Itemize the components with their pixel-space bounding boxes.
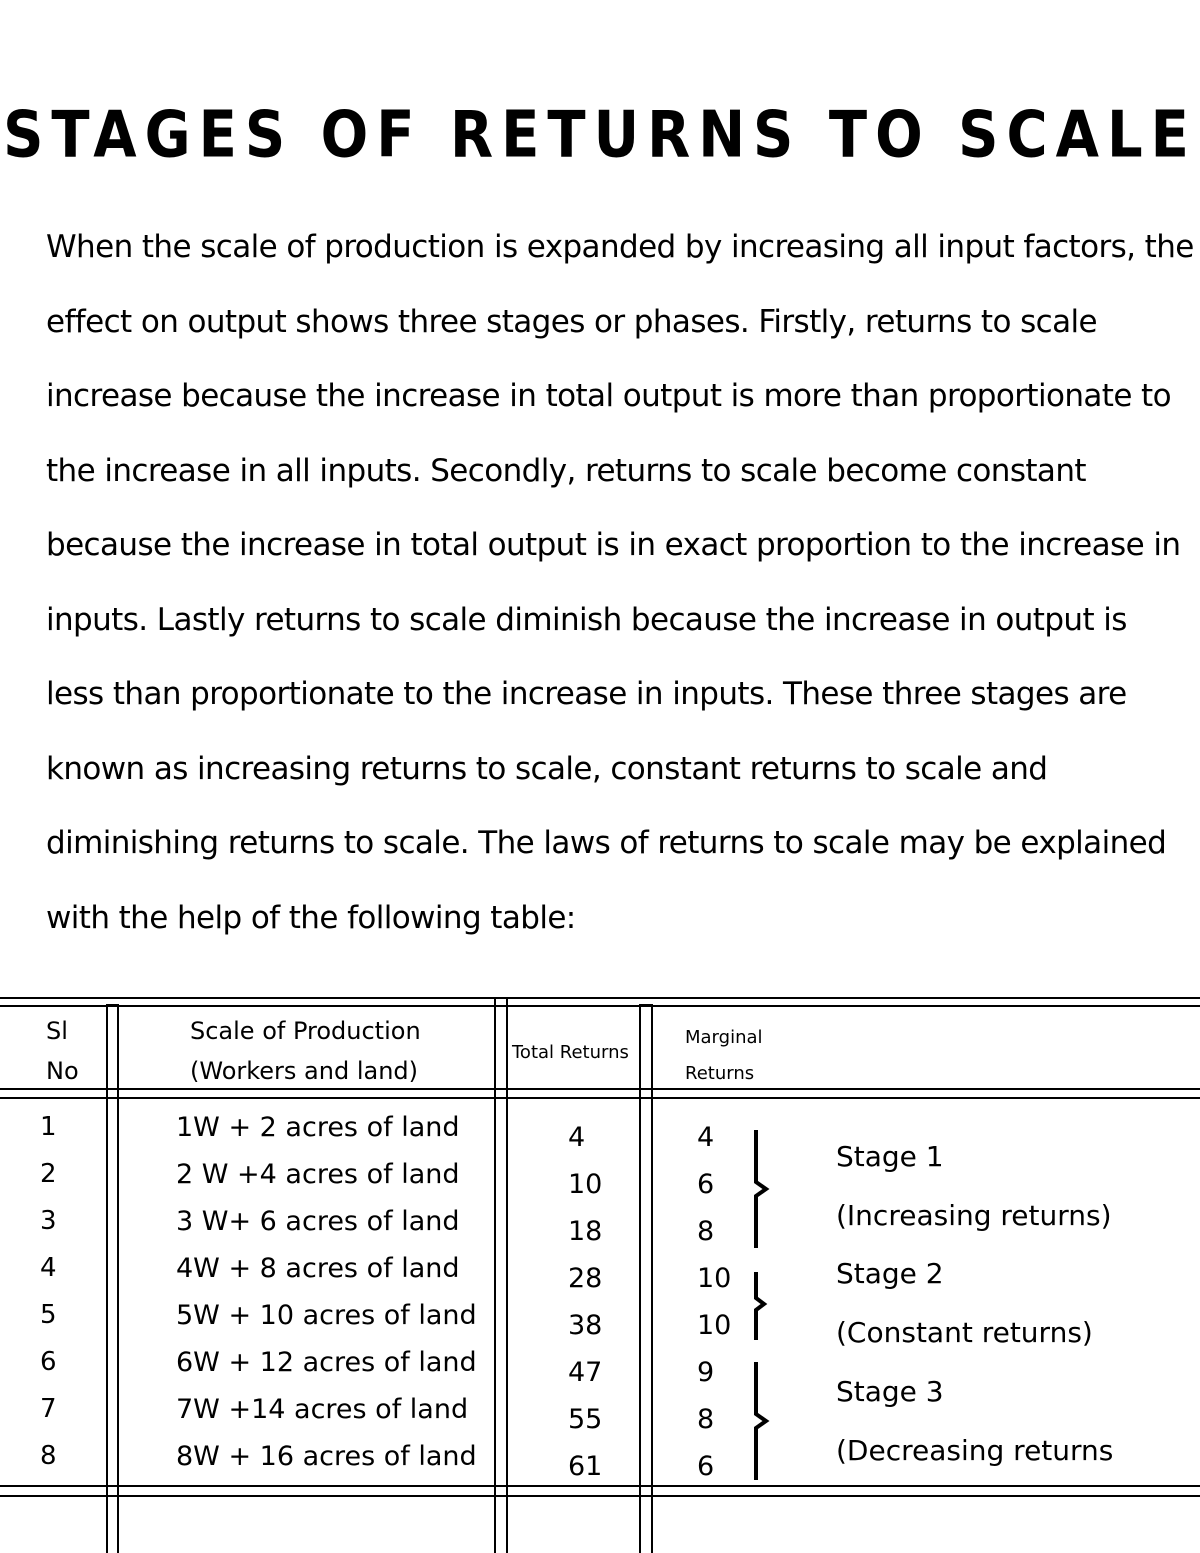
stage-3-name: Stage 3 — [836, 1375, 944, 1408]
column-divider — [117, 1004, 119, 1553]
column-divider — [107, 1004, 119, 1006]
column-divider — [639, 1004, 641, 1553]
row-marginal: 8 — [697, 1404, 715, 1435]
row-total: 10 — [568, 1169, 603, 1200]
stage-3-brace-icon — [748, 1360, 772, 1482]
row-scale: 8W + 16 acres of land — [176, 1441, 477, 1472]
table-header-divider — [0, 1097, 1200, 1099]
row-scale: 3 W+ 6 acres of land — [176, 1206, 460, 1237]
row-marginal: 8 — [697, 1216, 715, 1247]
header-scale: Scale of Production (Workers and land) — [190, 1017, 421, 1085]
row-total: 55 — [568, 1404, 603, 1435]
row-marginal: 6 — [697, 1169, 715, 1200]
page-title: STAGES OF RETURNS TO SCALE — [3, 98, 1197, 173]
column-divider — [106, 1004, 108, 1553]
row-sl: 8 — [40, 1441, 57, 1471]
row-sl: 3 — [40, 1206, 57, 1236]
column-divider — [651, 1004, 653, 1553]
row-marginal: 4 — [697, 1122, 715, 1153]
row-marginal: 10 — [697, 1263, 732, 1294]
paragraph-line: diminishing returns to scale. The laws of returns to scale may be explained — [46, 825, 1167, 861]
row-total: 61 — [568, 1451, 603, 1482]
table-border-top — [0, 997, 1200, 999]
paragraph-line: the increase in all inputs. Secondly, returns to scale become constant — [46, 452, 1086, 489]
column-divider — [494, 998, 496, 1553]
header-marginal: Marginal Returns — [685, 1027, 763, 1084]
paragraph-line: with the help of the following table: — [46, 899, 576, 936]
row-total: 38 — [568, 1310, 603, 1341]
row-sl: 2 — [40, 1159, 57, 1189]
row-scale: 7W +14 acres of land — [176, 1394, 469, 1425]
row-scale: 5W + 10 acres of land — [176, 1300, 477, 1331]
row-sl: 4 — [40, 1253, 57, 1283]
row-marginal: 10 — [697, 1310, 732, 1341]
row-sl: 1 — [40, 1112, 57, 1142]
row-scale: 4W + 8 acres of land — [176, 1253, 460, 1284]
row-total: 18 — [568, 1216, 603, 1247]
row-marginal: 9 — [697, 1357, 715, 1388]
stage-3-desc: (Decreasing returns — [836, 1434, 1114, 1467]
table-body-divider — [0, 1485, 1200, 1487]
column-divider — [640, 1004, 652, 1006]
row-scale: 1W + 2 acres of land — [176, 1112, 460, 1143]
header-sl: Sl No — [46, 1017, 79, 1085]
stage-1-name: Stage 1 — [836, 1140, 944, 1173]
paragraph-line: increase because the increase in total output is more than proportionate to — [46, 378, 1171, 414]
row-scale: 2 W +4 acres of land — [176, 1159, 460, 1190]
stage-2-name: Stage 2 — [836, 1257, 944, 1290]
paragraph-line: known as increasing returns to scale, constant returns to scale and — [46, 750, 1048, 787]
stage-1-brace-icon — [748, 1128, 772, 1250]
stage-2-desc: (Constant returns) — [836, 1316, 1093, 1349]
paragraph-line: effect on output shows three stages or phases. Firstly, returns to scale — [46, 303, 1097, 340]
paragraph-line: When the scale of production is expanded by increasing all input factors, the — [46, 229, 1194, 265]
paragraph-line: inputs. Lastly returns to scale diminish because the increase in output is — [46, 601, 1127, 638]
row-sl: 5 — [40, 1300, 57, 1330]
paragraph-line: less than proportionate to the increase in inputs. These three stages are — [46, 676, 1127, 712]
row-marginal: 6 — [697, 1451, 715, 1482]
column-divider — [506, 998, 508, 1553]
stage-1-desc: (Increasing returns) — [836, 1199, 1112, 1232]
row-total: 4 — [568, 1122, 586, 1153]
paragraph-line: because the increase in total output is in exact proportion to the increase in — [46, 527, 1181, 563]
row-total: 47 — [568, 1357, 603, 1388]
table-border-top — [0, 1005, 1200, 1007]
row-total: 28 — [568, 1263, 603, 1294]
header-total: Total Returns — [512, 1042, 629, 1063]
table-header-divider — [0, 1088, 1200, 1090]
row-sl: 6 — [40, 1347, 57, 1377]
row-sl: 7 — [40, 1394, 57, 1424]
table-body-divider — [0, 1495, 1200, 1497]
stage-2-brace-icon — [748, 1270, 772, 1342]
row-scale: 6W + 12 acres of land — [176, 1347, 477, 1378]
intro-paragraph — [46, 210, 1194, 955]
